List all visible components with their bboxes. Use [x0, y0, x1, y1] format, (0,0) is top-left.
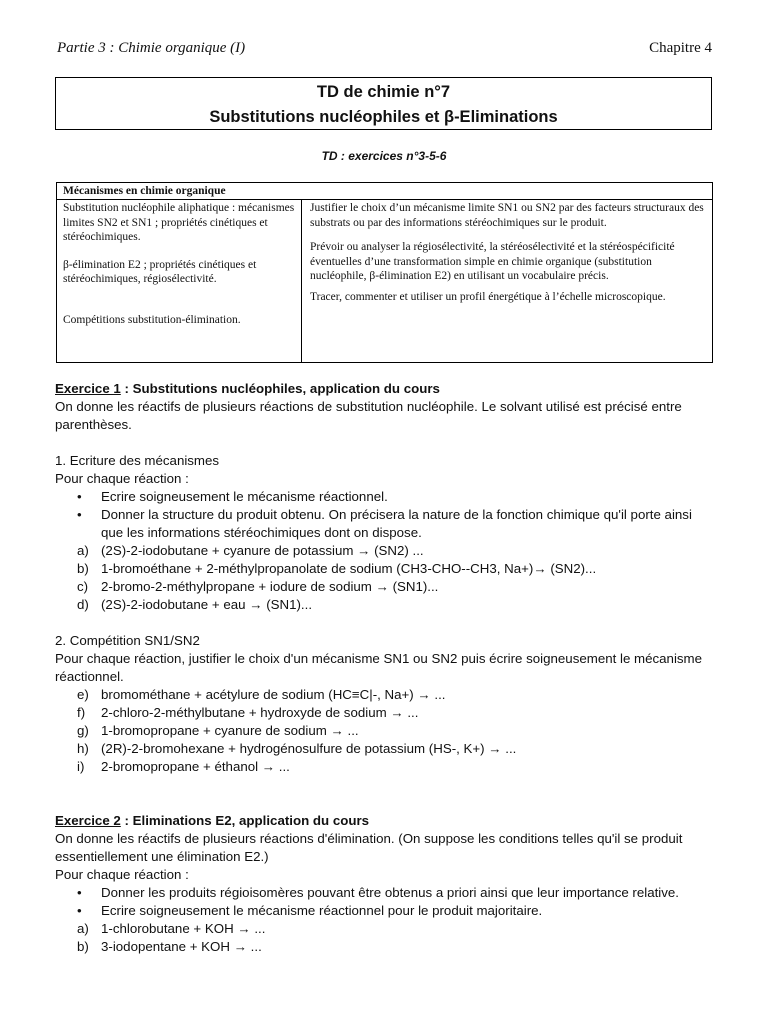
reaction-item: a) 1-chlorobutane + KOH → ... [77, 921, 266, 936]
ex1-title: : Substitutions nucléophiles, application du cours [120, 381, 440, 396]
skill-left-1: Substitution nucléophile aliphatique : mécanismes limites SN2 et SN1 ; propriétés cinétiques et stéréochimiques. [63, 202, 295, 243]
bullet-item: • Ecrire soigneusement le mécanisme réactionnel. [77, 489, 388, 504]
ex2-heading [55, 812, 715, 830]
reaction-item: b) 1-bromoéthane + 2-méthylpropanolate de sodium (CH3-CHO--CH3, Na+)→ (SN2)... [77, 561, 597, 576]
reaction-item: c) 2-bromo-2-méthylpropane + iodure de sodium → (SN1)... [77, 579, 439, 594]
reaction-item: g) 1-bromopropane + cyanure de sodium → ... [77, 723, 359, 738]
ex1-intro: On donne les réactifs de plusieurs réactions de substitution nucléophile. Le solvant utilisé est précisé entre parenthèses. [55, 399, 682, 432]
reaction-item: f) 2-chloro-2-méthylbutane + hydroxyde de sodium → ... [77, 705, 419, 720]
ex1-label: Exercice 1 [55, 381, 121, 396]
ex2-lead: Pour chaque réaction : [55, 867, 189, 882]
ex1-s2-lead: Pour chaque réaction, justifier le choix d'un mécanisme SN1 ou SN2 puis écrire soigneusement le mécanisme réactionnel. [55, 651, 703, 684]
ex1-s1-lead: Pour chaque réaction : [55, 471, 189, 486]
reaction-item: i) 2-bromopropane + éthanol → ... [77, 759, 290, 774]
skill-right-2: Prévoir ou analyser la régiosélectivité, la stéréosélectivité et la stéréospécificité éventuelles d’une transformation simple en chimie organique (substitution nucléophile, β-élimination E2) en utilisant un vocabulaire précis. [310, 241, 675, 282]
skill-right-1: Justifier le choix d’un mécanisme limite SN1 ou SN2 par des facteurs structuraux des substrats ou par des informations stéréochimiques sur le produit. [310, 202, 704, 229]
header-part: Partie 3 : Chimie organique (I) [57, 40, 246, 56]
bullet-item: • Donner les produits régioisomères pouvant être obtenus a priori ainsi que leur importance relative. [77, 885, 679, 900]
bullet-item: • Ecrire soigneusement le mécanisme réactionnel pour le produit majoritaire. [77, 903, 543, 918]
exercises [55, 380, 715, 956]
reaction-item: e) bromométhane + acétylure de sodium (HC≡C|-, Na+) → ... [77, 687, 446, 702]
reaction-item: b) 3-iodopentane + KOH → ... [77, 939, 262, 954]
skills-right-column [302, 199, 712, 362]
reaction-item: h) (2R)-2-bromohexane + hydrogénosulfure de potassium (HS-, K+) → ... [77, 741, 517, 756]
skill-left-2: β-élimination E2 ; propriétés cinétiques et stéréochimiques, régiosélectivité. [63, 258, 257, 285]
ex2-intro: On donne les réactifs de plusieurs réactions d'élimination. (On suppose les conditions telles qu'il se produit essentiellement une élimination E2.) [55, 831, 683, 864]
ex1-heading [55, 380, 715, 398]
td-exercises: TD : exercices n°3-5-6 [321, 149, 447, 163]
title-box [55, 77, 712, 130]
skills-table-header: Mécanismes en chimie organique [57, 183, 712, 200]
ex1-s1-title: 1. Ecriture des mécanismes [55, 453, 220, 468]
skill-left-3: Compétitions substitution-élimination. [63, 313, 241, 326]
reaction-item: d) (2S)-2-iodobutane + eau → (SN1)... [77, 597, 313, 612]
ex2-label: Exercice 2 [55, 813, 121, 828]
ex2-title: : Eliminations E2, application du cours [120, 813, 370, 828]
reaction-item: a) (2S)-2-iodobutane + cyanure de potassium → (SN2) ... [77, 543, 424, 558]
header-chapter: Chapitre 4 [649, 40, 712, 56]
title-line-1: TD de chimie n°7 [316, 83, 451, 101]
ex1-s2-title: 2. Compétition SN1/SN2 [55, 633, 200, 648]
bullet-item: • Donner la structure du produit obtenu. On précisera la nature de la fonction chimique qu'il porte ainsi que les informations stéréochimiques dont on dispose. [77, 507, 692, 540]
skill-right-3: Tracer, commenter et utiliser un profil énergétique à l’échelle microscopique. [310, 290, 666, 303]
title-line-2: Substitutions nucléophiles et β-Eliminations [209, 108, 558, 126]
skills-table [56, 182, 713, 363]
skills-left-column [57, 199, 302, 362]
